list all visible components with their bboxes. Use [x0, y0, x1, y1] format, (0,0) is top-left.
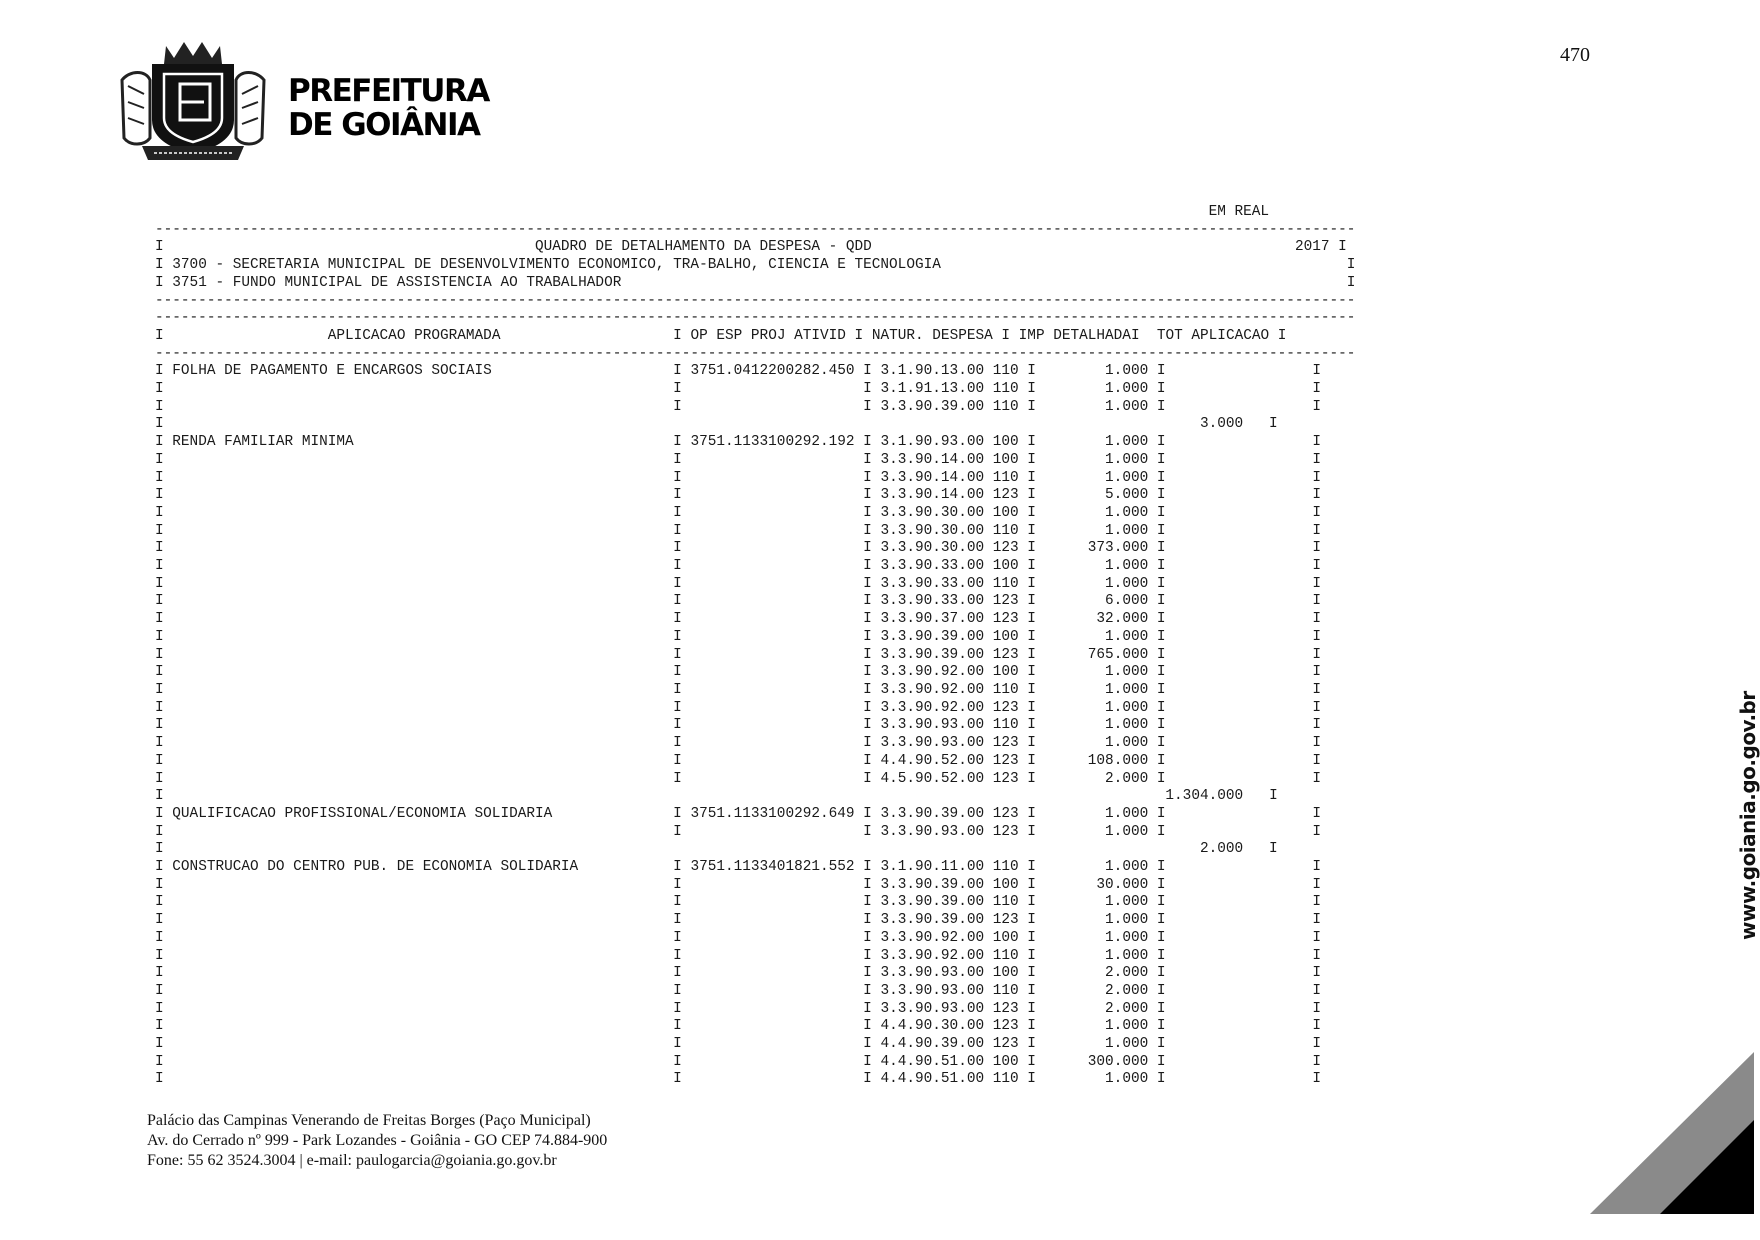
- fonte-cell: 110: [992, 717, 1019, 734]
- group-name: QUALIFICACAO PROFISSIONAL/ECONOMIA SOLIDARIA: [172, 805, 553, 822]
- valor-cell: 1.000: [1105, 522, 1149, 539]
- fonte-cell: 100: [992, 504, 1019, 521]
- valor-cell: 2.000: [1105, 982, 1149, 999]
- table-row: I I I 3.3.90.93.00 123 I 2.000 I I: [155, 1000, 1321, 1017]
- natureza-cell: 4.4.90.30.00: [880, 1018, 985, 1035]
- natureza-cell: 3.3.90.39.00: [880, 805, 985, 822]
- unit-line: I 3751 - FUNDO MUNICIPAL DE ASSISTENCIA AO TRABALHADOR I: [155, 274, 1356, 291]
- natureza-cell: 3.3.90.93.00: [880, 1000, 985, 1017]
- valor-cell: 1.000: [1105, 381, 1149, 398]
- fonte-cell: 110: [992, 681, 1019, 698]
- natureza-cell: 3.3.90.39.00: [880, 912, 985, 929]
- table-row: I I I 3.1.91.13.00 110 I 1.000 I I: [155, 381, 1321, 398]
- table-row: I I I 3.3.90.14.00 110 I 1.000 I I: [155, 469, 1321, 486]
- fonte-cell: 123: [992, 912, 1019, 929]
- natureza-cell: 3.3.90.30.00: [880, 522, 985, 539]
- natureza-cell: 3.3.90.93.00: [880, 735, 985, 752]
- organ-line: I 3700 - SECRETARIA MUNICIPAL DE DESENVOLVIMENTO ECONOMICO, TRA-BALHO, CIENCIA E TECNOLOGIA I: [155, 257, 1356, 274]
- table-row: I I I 3.3.90.92.00 100 I 1.000 I I: [155, 929, 1321, 946]
- group-name: RENDA FAMILIAR MINIMA: [172, 434, 354, 451]
- valor-cell: 1.000: [1105, 717, 1149, 734]
- fonte-cell: 110: [992, 982, 1019, 999]
- table-row: I I I 3.3.90.33.00 123 I 6.000 I I: [155, 593, 1321, 610]
- total-row: I 2.000 I: [155, 841, 1278, 858]
- natureza-cell: 3.3.90.14.00: [880, 487, 985, 504]
- natureza-cell: 3.3.90.93.00: [880, 965, 985, 982]
- table-row: I I I 3.3.90.33.00 100 I 1.000 I I: [155, 558, 1321, 575]
- natureza-cell: 3.3.90.33.00: [880, 575, 985, 592]
- fonte-cell: 110: [992, 381, 1019, 398]
- table-row: I I I 4.5.90.52.00 123 I 2.000 I I: [155, 770, 1321, 787]
- table-row: I I I 4.4.90.30.00 123 I 1.000 I I: [155, 1018, 1321, 1035]
- natureza-cell: 4.4.90.52.00: [880, 752, 985, 769]
- natureza-cell: 3.1.90.93.00: [880, 434, 985, 451]
- fonte-cell: 110: [992, 894, 1019, 911]
- organ-name: 3700 - SECRETARIA MUNICIPAL DE DESENVOLVIMENTO ECONOMICO, TRA-BALHO, CIENCIA E TECNOLOGIA: [172, 257, 941, 274]
- rule: -------------------------------------------------------------------------------------------------------------------------------------------: [155, 292, 1356, 309]
- valor-cell: 5.000: [1105, 487, 1149, 504]
- prefeitura-logo: [118, 34, 618, 164]
- fonte-cell: 100: [992, 1053, 1019, 1070]
- title-line: I QUADRO DE DETALHAMENTO DA DESPESA - QDD 2017 I: [155, 239, 1347, 256]
- rule: -------------------------------------------------------------------------------------------------------------------------------------------: [155, 345, 1356, 362]
- table-row: I I I 4.4.90.51.00 100 I 300.000 I I: [155, 1053, 1321, 1070]
- natureza-cell: 3.3.90.92.00: [880, 664, 985, 681]
- website-url: www.goiania.go.gov.br: [1736, 691, 1760, 940]
- unit-label-line: [155, 204, 1355, 222]
- qdd-report: [155, 204, 1355, 1089]
- valor-cell: 1.000: [1105, 859, 1149, 876]
- valor-cell: 1.000: [1105, 947, 1149, 964]
- brand-line-2: DE GOIÂNIA: [288, 107, 480, 143]
- fonte-cell: 110: [992, 522, 1019, 539]
- rule: -------------------------------------------------------------------------------------------------------------------------------------------: [155, 221, 1356, 238]
- footer-address: [147, 1111, 607, 1171]
- fonte-cell: 123: [992, 593, 1019, 610]
- valor-cell: 1.000: [1105, 575, 1149, 592]
- table-row: I I I 3.3.90.92.00 123 I 1.000 I I: [155, 699, 1321, 716]
- natureza-cell: 3.3.90.39.00: [880, 876, 985, 893]
- table-row: I I I 3.3.90.30.00 100 I 1.000 I I: [155, 504, 1321, 521]
- natureza-cell: 3.3.90.33.00: [880, 558, 985, 575]
- valor-cell: 1.000: [1105, 823, 1149, 840]
- natureza-cell: 3.3.90.30.00: [880, 540, 985, 557]
- table-row: I I I 3.3.90.93.00 110 I 2.000 I I: [155, 982, 1321, 999]
- natureza-cell: 3.3.90.33.00: [880, 593, 985, 610]
- fonte-cell: 123: [992, 611, 1019, 628]
- table-row: I I I 3.3.90.92.00 100 I 1.000 I I: [155, 664, 1321, 681]
- table-row: I I I 3.3.90.93.00 110 I 1.000 I I: [155, 717, 1321, 734]
- valor-cell: 1.000: [1105, 398, 1149, 415]
- valor-cell: 108.000: [1087, 752, 1149, 769]
- coat-of-arms-icon: [118, 34, 268, 164]
- fonte-cell: 110: [992, 859, 1019, 876]
- col-op-esp: OP ESP PROJ ATIVID: [690, 327, 846, 344]
- valor-cell: 1.000: [1105, 664, 1149, 681]
- valor-cell: 1.000: [1105, 469, 1149, 486]
- valor-cell: 1.000: [1105, 504, 1149, 521]
- table-row: I I I 3.3.90.93.00 100 I 2.000 I I: [155, 965, 1321, 982]
- valor-cell: 1.000: [1105, 929, 1149, 946]
- footer-line-2: Av. do Cerrado nº 999 - Park Lozandes - Goiânia - GO CEP 74.884-900: [147, 1132, 608, 1149]
- group-code: 3751.0412200282.450: [690, 363, 855, 380]
- valor-cell: 300.000: [1087, 1053, 1149, 1070]
- group-code: 3751.1133100292.192: [690, 434, 855, 451]
- natureza-cell: 4.5.90.52.00: [880, 770, 985, 787]
- valor-cell: 2.000: [1105, 770, 1149, 787]
- group-code: 3751.1133100292.649: [690, 805, 855, 822]
- group-code: 3751.1133401821.552: [690, 859, 855, 876]
- valor-cell: 1.000: [1105, 434, 1149, 451]
- group-name: FOLHA DE PAGAMENTO E ENCARGOS SOCIAIS: [172, 363, 492, 380]
- natureza-cell: 3.3.90.92.00: [880, 929, 985, 946]
- group-name: CONSTRUCAO DO CENTRO PUB. DE ECONOMIA SOLIDARIA: [172, 859, 579, 876]
- natureza-cell: 3.3.90.39.00: [880, 398, 985, 415]
- total-cell: 2.000: [1199, 841, 1244, 858]
- fonte-cell: 110: [992, 398, 1019, 415]
- table-row: I I I 3.3.90.39.00 123 I 1.000 I I: [155, 912, 1321, 929]
- fonte-cell: 123: [992, 487, 1019, 504]
- total-cell: 3.000: [1199, 416, 1244, 433]
- table-row: I I I 3.3.90.39.00 100 I 30.000 I I: [155, 876, 1321, 893]
- natureza-cell: 3.3.90.39.00: [880, 628, 985, 645]
- fonte-cell: 123: [992, 540, 1019, 557]
- table-row: I I I 4.4.90.51.00 110 I 1.000 I I: [155, 1071, 1321, 1088]
- brand-name: [288, 74, 489, 142]
- valor-cell: 30.000: [1096, 876, 1149, 893]
- fonte-cell: 123: [992, 1036, 1019, 1053]
- fonte-cell: 123: [992, 823, 1019, 840]
- table-row: I I I 3.3.90.33.00 110 I 1.000 I I: [155, 575, 1321, 592]
- fonte-cell: 123: [992, 1018, 1019, 1035]
- valor-cell: 765.000: [1087, 646, 1149, 663]
- valor-cell: 2.000: [1105, 965, 1149, 982]
- table-row: I I I 3.3.90.39.00 110 I 1.000 I I: [155, 398, 1321, 415]
- table-row: I RENDA FAMILIAR MINIMA I 3751.1133100292.192 I 3.1.90.93.00 100 I 1.000 I I: [155, 434, 1321, 451]
- natureza-cell: 3.3.90.93.00: [880, 823, 985, 840]
- valor-cell: 1.000: [1105, 894, 1149, 911]
- natureza-cell: 3.3.90.92.00: [880, 681, 985, 698]
- natureza-cell: 3.3.90.92.00: [880, 947, 985, 964]
- total-cell: 1.304.000: [1165, 788, 1244, 805]
- table-row: I I I 3.3.90.14.00 123 I 5.000 I I: [155, 487, 1321, 504]
- natureza-cell: 4.4.90.51.00: [880, 1071, 985, 1088]
- natureza-cell: 4.4.90.39.00: [880, 1036, 985, 1053]
- natureza-cell: 3.1.90.13.00: [880, 363, 985, 380]
- fonte-cell: 100: [992, 558, 1019, 575]
- col-aplicacao: APLICACAO PROGRAMADA: [327, 327, 501, 344]
- valor-cell: 32.000: [1096, 611, 1149, 628]
- total-row: I 3.000 I: [155, 416, 1278, 433]
- valor-cell: 6.000: [1105, 593, 1149, 610]
- fonte-cell: 123: [992, 646, 1019, 663]
- fonte-cell: 110: [992, 469, 1019, 486]
- fonte-cell: 123: [992, 699, 1019, 716]
- fonte-cell: 100: [992, 628, 1019, 645]
- table-row: I I I 4.4.90.39.00 123 I 1.000 I I: [155, 1036, 1321, 1053]
- table-row: I CONSTRUCAO DO CENTRO PUB. DE ECONOMIA SOLIDARIA I 3751.1133401821.552 I 3.1.90.11.00 110 I 1.000 I I: [155, 859, 1321, 876]
- natureza-cell: 3.3.90.30.00: [880, 504, 985, 521]
- report-year: 2017: [1294, 239, 1330, 256]
- fonte-cell: 100: [992, 965, 1019, 982]
- valor-cell: 1.000: [1105, 1071, 1149, 1088]
- table-row: I I I 3.3.90.93.00 123 I 1.000 I I: [155, 735, 1321, 752]
- fonte-cell: 100: [992, 434, 1019, 451]
- fonte-cell: 110: [992, 575, 1019, 592]
- unit-label: EM REAL: [1208, 204, 1270, 220]
- valor-cell: 373.000: [1087, 540, 1149, 557]
- valor-cell: 2.000: [1105, 1000, 1149, 1017]
- fonte-cell: 123: [992, 752, 1019, 769]
- fonte-cell: 110: [992, 1071, 1019, 1088]
- table-row: I I I 3.3.90.14.00 100 I 1.000 I I: [155, 451, 1321, 468]
- natureza-cell: 3.1.91.13.00: [880, 381, 985, 398]
- valor-cell: 1.000: [1105, 628, 1149, 645]
- table-row: I I I 3.3.90.37.00 123 I 32.000 I I: [155, 611, 1321, 628]
- rule: -------------------------------------------------------------------------------------------------------------------------------------------: [155, 310, 1356, 327]
- valor-cell: 1.000: [1105, 363, 1149, 380]
- fonte-cell: 110: [992, 363, 1019, 380]
- table-row: I FOLHA DE PAGAMENTO E ENCARGOS SOCIAIS I 3751.0412200282.450 I 3.1.90.13.00 110 I 1.000 I I: [155, 363, 1321, 380]
- table-row: I I I 3.3.90.39.00 123 I 765.000 I I: [155, 646, 1321, 663]
- total-row: I 1.304.000 I: [155, 788, 1278, 805]
- valor-cell: 1.000: [1105, 451, 1149, 468]
- valor-cell: 1.000: [1105, 912, 1149, 929]
- unit-name: 3751 - FUNDO MUNICIPAL DE ASSISTENCIA AO TRABALHADOR: [172, 274, 622, 291]
- valor-cell: 1.000: [1105, 681, 1149, 698]
- natureza-cell: 3.3.90.93.00: [880, 982, 985, 999]
- fonte-cell: 100: [992, 664, 1019, 681]
- natureza-cell: 3.3.90.14.00: [880, 469, 985, 486]
- fonte-cell: 123: [992, 1000, 1019, 1017]
- fonte-cell: 100: [992, 451, 1019, 468]
- natureza-cell: 3.3.90.93.00: [880, 717, 985, 734]
- valor-cell: 1.000: [1105, 699, 1149, 716]
- valor-cell: 1.000: [1105, 805, 1149, 822]
- fonte-cell: 123: [992, 735, 1019, 752]
- valor-cell: 1.000: [1105, 1036, 1149, 1053]
- fonte-cell: 100: [992, 876, 1019, 893]
- natureza-cell: 3.1.90.11.00: [880, 859, 985, 876]
- table-row: I I I 3.3.90.93.00 123 I 1.000 I I: [155, 823, 1321, 840]
- valor-cell: 1.000: [1105, 1018, 1149, 1035]
- col-imp-detalhada: IMP DETALHADA: [1018, 327, 1131, 344]
- valor-cell: 1.000: [1105, 735, 1149, 752]
- col-tot-aplicacao: TOT APLICACAO: [1156, 327, 1270, 344]
- brand-line-1: PREFEITURA: [288, 73, 489, 109]
- table-row: I I I 3.3.90.39.00 100 I 1.000 I I: [155, 628, 1321, 645]
- page-number: 470: [1560, 44, 1590, 66]
- column-header-line: I APLICACAO PROGRAMADA I OP ESP PROJ ATIVID I NATUR. DESPESA I IMP DETALHADAI TOT APLICACAO I: [155, 327, 1287, 344]
- col-natureza: NATUR. DESPESA: [871, 327, 993, 344]
- table-row: I QUALIFICACAO PROFISSIONAL/ECONOMIA SOLIDARIA I 3751.1133100292.649 I 3.3.90.39.00 123 I 1.000 I I: [155, 805, 1321, 822]
- natureza-cell: 3.3.90.14.00: [880, 451, 985, 468]
- natureza-cell: 3.3.90.92.00: [880, 699, 985, 716]
- fonte-cell: 110: [992, 947, 1019, 964]
- table-row: I I I 3.3.90.39.00 110 I 1.000 I I: [155, 894, 1321, 911]
- corner-decoration: [1590, 1052, 1754, 1214]
- fonte-cell: 123: [992, 770, 1019, 787]
- table-row: I I I 3.3.90.30.00 123 I 373.000 I I: [155, 540, 1321, 557]
- table-row: I I I 3.3.90.30.00 110 I 1.000 I I: [155, 522, 1321, 539]
- table-row: I I I 3.3.90.92.00 110 I 1.000 I I: [155, 947, 1321, 964]
- natureza-cell: 4.4.90.51.00: [880, 1053, 985, 1070]
- natureza-cell: 3.3.90.37.00: [880, 611, 985, 628]
- report-title: QUADRO DE DETALHAMENTO DA DESPESA - QDD: [534, 239, 872, 256]
- fonte-cell: 100: [992, 929, 1019, 946]
- footer-line-3: Fone: 55 62 3524.3004 | e-mail: paulogarcia@goiania.go.gov.br: [147, 1152, 557, 1169]
- footer-line-1: Palácio das Campinas Venerando de Freitas Borges (Paço Municipal): [147, 1112, 591, 1129]
- table-row: I I I 4.4.90.52.00 123 I 108.000 I I: [155, 752, 1321, 769]
- fonte-cell: 123: [992, 805, 1019, 822]
- table-row: I I I 3.3.90.92.00 110 I 1.000 I I: [155, 681, 1321, 698]
- natureza-cell: 3.3.90.39.00: [880, 646, 985, 663]
- valor-cell: 1.000: [1105, 558, 1149, 575]
- natureza-cell: 3.3.90.39.00: [880, 894, 985, 911]
